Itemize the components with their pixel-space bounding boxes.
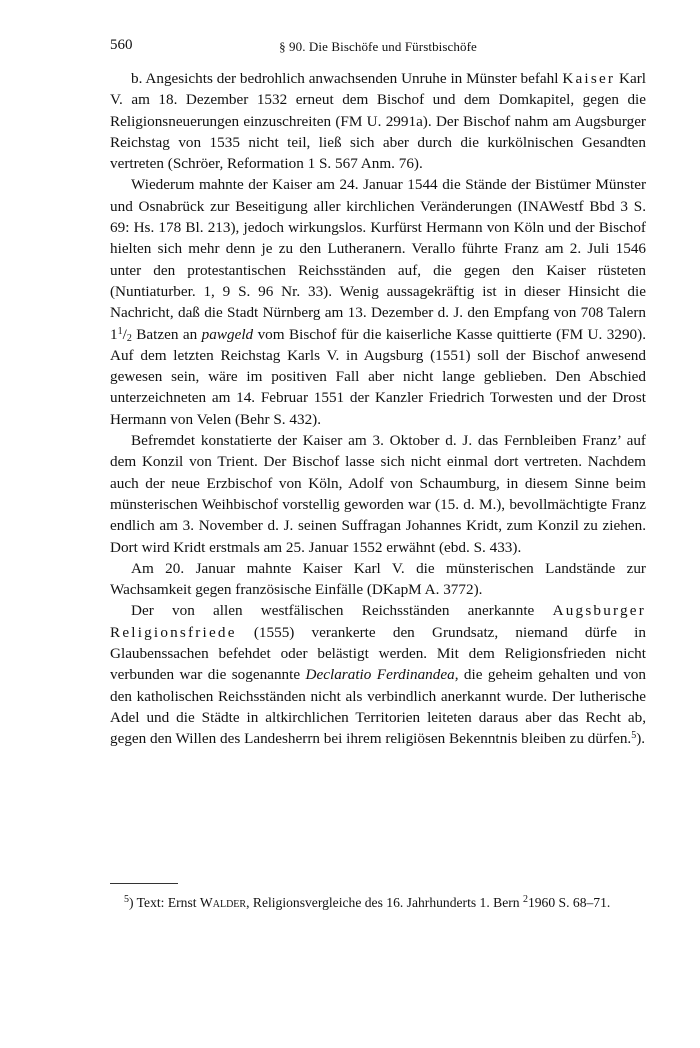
paragraph-4: Am 20. Januar mahnte Kaiser Karl V. die münsterischen Landstände zur Wachsamkeit gegen französische Einfälle (DKapM A. 3772).: [110, 559, 646, 599]
p1-text-a: b. Angesichts der bedrohlich anwachsenden Unruhe in Münster befahl: [131, 70, 563, 87]
footnote-text-b: , Religionsvergleiche des 16. Jahrhunderts 1. Bern: [246, 895, 523, 910]
p5-italic-declaratio: Declaratio Ferdinandea: [305, 666, 455, 684]
page-number: 560: [110, 37, 133, 53]
footnote-rule: [110, 883, 178, 884]
page-header: [110, 37, 646, 59]
p5-text-e: , die geheim gehalten und von den katholischen Reichsständen nicht als verbindlich anerkannt wurde. Der lutherische Adel und die Städte in altkirchlichen Territorien leiteten daraus aber das Recht ab, gegen den Willen des Landesherrn bei ihrem religiösen Bekenntnis bleiben zu dürfen.: [110, 666, 646, 748]
footnote-text-a: ) Text: Ernst: [129, 895, 200, 910]
footnote: [110, 893, 646, 912]
footnote-text: [110, 893, 646, 912]
footnote-author: Walder: [199, 895, 247, 910]
p5-text-c: (1555) verankerte den Grundsatz, niemand dürfe in Glaubenssachen befehdet oder belästigt werden. Mit dem Religionsfrieden nicht verbunden war die sogenannte: [110, 623, 646, 684]
fraction-denominator: 2: [126, 332, 132, 344]
p2-text-b: Batzen an: [131, 325, 202, 343]
p1-spaced-kaiser: Kaiser: [562, 70, 616, 87]
p5-spaced-religionsfriede: Augsburger Religionsfriede: [110, 602, 646, 641]
p1-text-c: Karl V. am 18. Dezember 1532 erneut dem Bischof und dem Domkapitel, gegen die Religionsneuerungen einzuschreiten (FM U. 2991a). Der Bischof nahm am Augsburger Reichstag von 1535 nicht teil, ließ sich aber durch die kurkölnischen Gesandten vertreten (Schröer, Reformation 1 S. 567 Anm. 76).: [110, 70, 646, 173]
footnote-edition: 2: [522, 894, 528, 905]
paragraph-2: Wiederum mahnte der Kaiser am 24. Januar 1544 die Stände der Bistümer Münster und Osnabrück zur Beseitigung aller kirchlichen Veränderungen (INAWestf Bbd 3 S. 69: Hs. 178 Bl. 213), jedoch wirkungslos. Kurfürst Hermann von Köln und der Bischof hielten sich mehr denn je zu den Lutheranern. Verallo führte Franz am 2. Juli 1546 unter den protestantischen Reichsständen auf, die gegen den Kaiser rüsteten (Nuntiaturber. 1, 9 S. 96 Nr. 33). Wenig aussagekräftig ist in dieser Hinsicht die Nachricht, daß die Stadt Nürnberg am 13. Dezember d. J. den Empfang von 708 Talern $1^1/2$ Batzen an pawgeld vom Bischof für die kaiserliche Kasse quittierte (FM U. 3290). Auf dem letzten Reichstag Karls V. in Augsburg (1551) soll der Bischof anwesend gewesen sein, wäre im positiven Fall aber nicht lange geblieben. Den Abschied unterzeichneten am 14. Februar 1551 der Kanzler Friedrich Torwesten und der Drost Hermann von Velen (Behr S. 432).: [110, 176, 646, 428]
paragraph-5: [110, 600, 646, 749]
paragraph-3: Befremdet konstatierte der Kaiser am 3. Oktober d. J. das Fernbleiben Franz’ auf dem Konzil von Trient. Der Bischof lasse sich nicht einmal dort vertreten. Nachdem auch der neue Erzbischof von Köln, Adolf von Schaumburg, in diesem Sinne beim münsterischen Weihbischof vorstellig geworden war (15. d. M.), bevollmächtigte Franz endlich am 3. November d. J. seinen Suffragan Johannes Kridt, zum Konzil zu ziehen. Dort wird Kridt erstmals am 25. Januar 1552 erwähnt (ebd. S. 433).: [110, 432, 646, 556]
p2-text-a: Wiederum mahnte der Kaiser am 24. Januar 1544 die Stände der Bistümer Münster und Osnabrück zur Beseitigung aller kirchlichen Veränderungen (INAWestf Bbd 3 S. 69: Hs. 178 Bl. 213), jedoch wirkungslos. Kurfürst Hermann von Köln und der Bischof hielten sich mehr denn je zu den Lutheranern. Verallo führte Franz am 2. Juli 1546 unter den protestantischen Reichsständen auf, die gegen den Kaiser rüsteten (Nuntiaturber. 1, 9 S. 96 Nr. 33). Wenig aussagekräftig ist in dieser Hinsicht die Nachricht, daß die Stadt Nürnberg am 13. Dezember d. J. den Empfang von 708 Talern 1: [110, 176, 646, 343]
footnote-mark: 5: [124, 894, 129, 905]
p2-italic-pawgeld: pawgeld: [201, 325, 254, 343]
footnote-reference[interactable]: 5: [631, 730, 637, 742]
fraction-numerator: 1: [117, 325, 123, 337]
paragraph-1: [110, 68, 646, 174]
p5-text-f: ).: [636, 730, 646, 748]
p2-text-d: vom Bischof für die kaiserliche Kasse quittierte (FM U. 3290). Auf dem letzten Reichstag Karls V. in Augsburg (1551) soll der Bischof anwesend gewesen sein, wäre im positiven Fall aber nicht lange geblieben. Den Abschied unterzeichneten am 14. Februar 1551 der Kanzler Friedrich Torwesten und der Drost Hermann von Velen (Behr S. 432).: [110, 325, 646, 428]
p5-text-a: Der von allen westfälischen Reichsständen anerkannte: [131, 602, 553, 620]
running-title: § 90. Die Bischöfe und Fürstbischöfe: [279, 39, 477, 54]
footnote-text-c: 1960 S. 68–71.: [527, 895, 611, 910]
main-text: [110, 68, 646, 750]
